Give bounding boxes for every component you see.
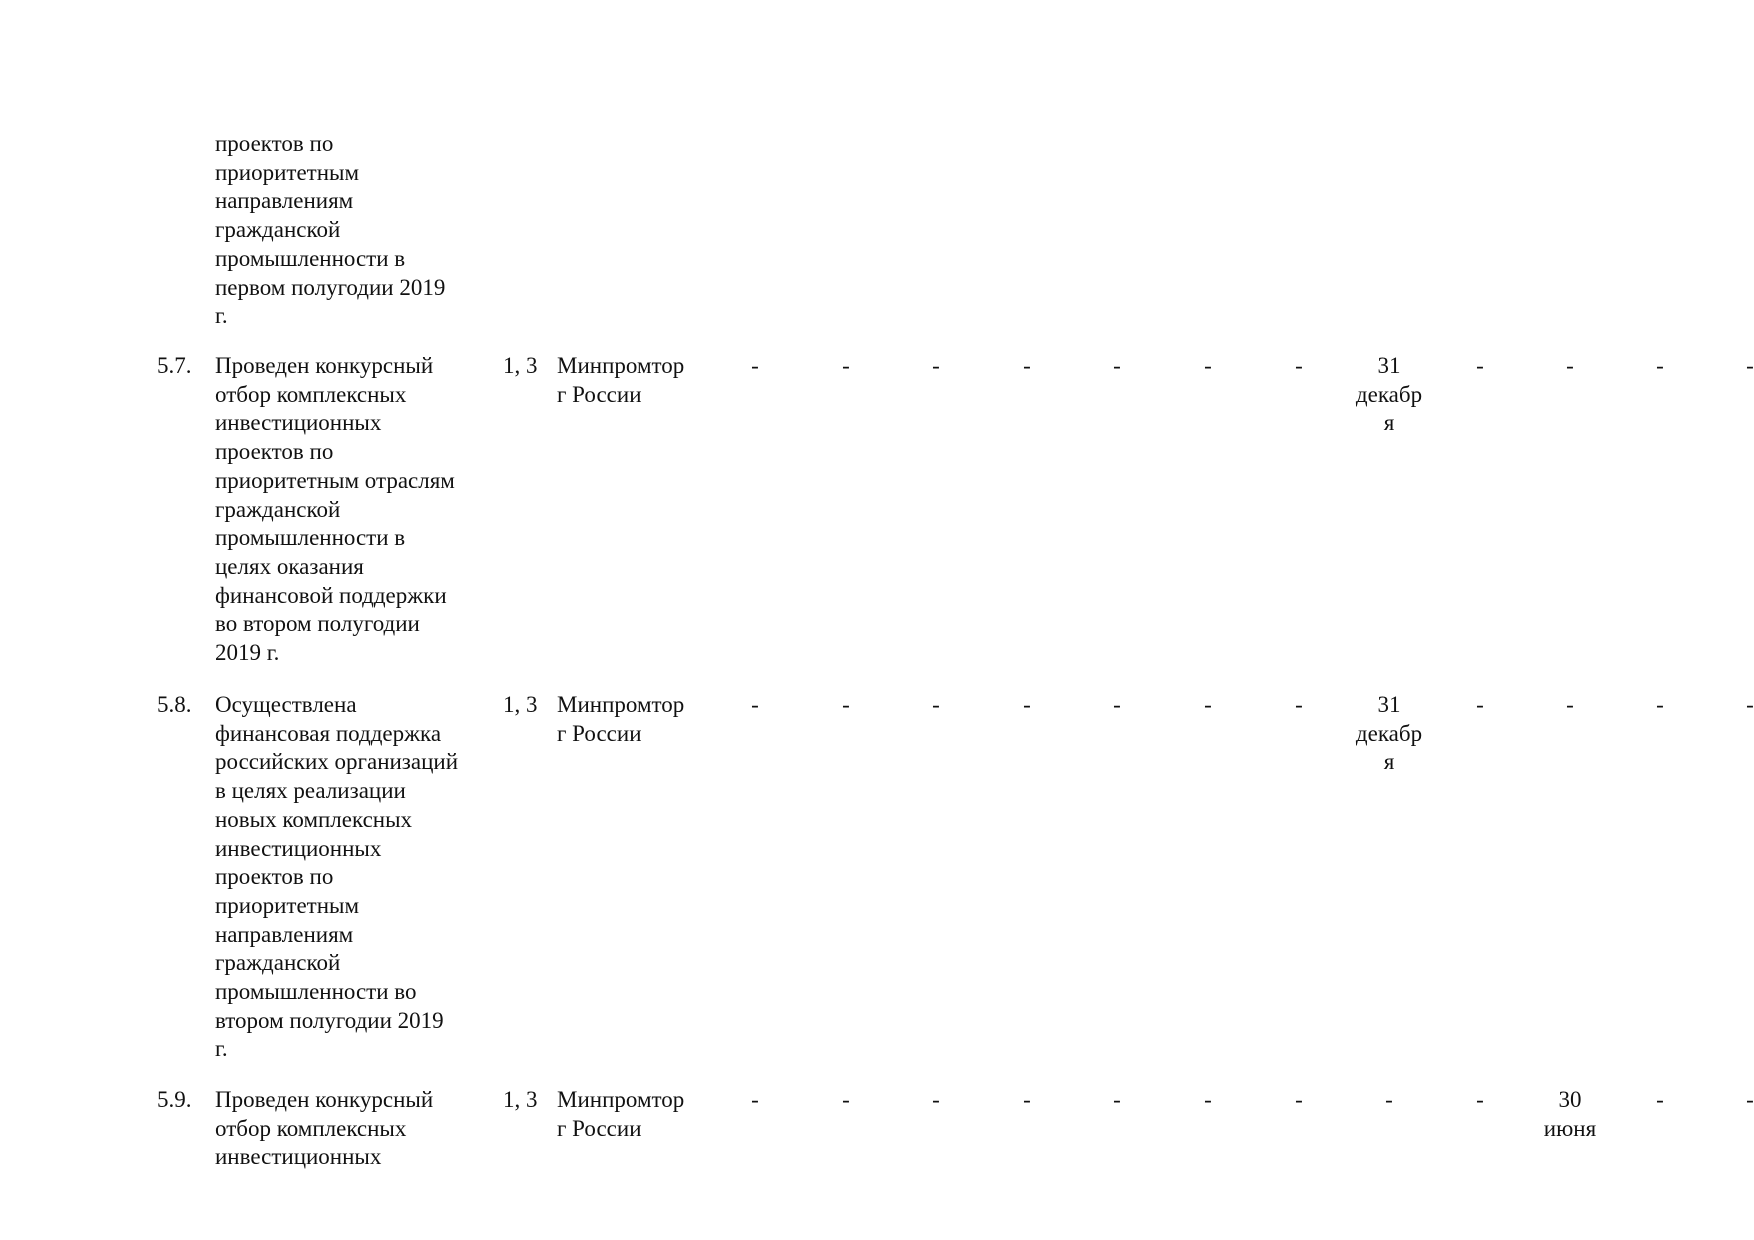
value-cell (801, 691, 891, 720)
description-line: инвестиционных (215, 1144, 382, 1170)
value-line: - (751, 1087, 759, 1112)
value-line: - (932, 1087, 940, 1112)
value-cell (1163, 1086, 1253, 1115)
value-line: - (932, 692, 940, 717)
description-line: 2019 г. (215, 640, 280, 666)
value-line: - (1023, 692, 1031, 717)
item-number: 5.8. (157, 692, 192, 717)
value-line: - (1476, 692, 1484, 717)
value-cell (710, 1086, 800, 1115)
description-line: Осуществлена (215, 692, 357, 717)
description-line: финансовая поддержка (215, 720, 442, 746)
description-line: инвестиционных (215, 410, 382, 436)
value-cell-date (1525, 1086, 1615, 1143)
value-cell (1072, 1086, 1162, 1115)
description-line: целях оказания (215, 553, 364, 579)
value-line: - (1385, 1087, 1393, 1112)
description-line: проектов по (215, 131, 334, 156)
description-line: первом полугодии 2019 (215, 274, 446, 300)
description-line: втором полугодии 2019 (215, 1007, 444, 1033)
value-line: - (1023, 1087, 1031, 1112)
value-cell (1705, 352, 1754, 381)
value-cell (1254, 352, 1344, 381)
value-line: - (751, 353, 759, 378)
item-number: 5.7. (157, 353, 192, 378)
value-cell (1254, 691, 1344, 720)
responsible-line: Минпромтор (557, 353, 685, 378)
value-line: - (1204, 692, 1212, 717)
description-line: проектов по (215, 864, 334, 890)
value-cell-date (1344, 352, 1434, 438)
value-cell (1525, 352, 1615, 381)
description-line: приоритетным (215, 159, 360, 185)
item-basis: 1, 3 (503, 1087, 538, 1112)
item-responsible (557, 1086, 707, 1143)
value-line: - (751, 692, 759, 717)
value-cell (982, 352, 1072, 381)
value-cell (1344, 1086, 1434, 1115)
value-cell (1163, 691, 1253, 720)
responsible-line: Минпромтор (557, 1087, 685, 1112)
value-line: - (1113, 1087, 1121, 1112)
description-line: проектов по (215, 439, 334, 465)
description-line: приоритетным отраслям (215, 467, 455, 493)
description-line: новых комплексных (215, 806, 413, 832)
value-cell (1705, 1086, 1754, 1115)
value-cell (710, 352, 800, 381)
responsible-line: г России (557, 381, 642, 407)
value-line: - (1023, 353, 1031, 378)
value-cell (1615, 352, 1705, 381)
value-cell (1435, 691, 1525, 720)
item-basis: 1, 3 (503, 353, 538, 378)
description-line: промышленности в (215, 245, 406, 271)
value-line: - (1656, 692, 1664, 717)
value-line: - (842, 692, 850, 717)
value-cell (1435, 1086, 1525, 1115)
description-line: Проведен конкурсный (215, 353, 434, 378)
value-line: - (1113, 692, 1121, 717)
value-cell (1435, 352, 1525, 381)
value-cell (1615, 1086, 1705, 1115)
responsible-line: Минпромтор (557, 692, 685, 717)
value-line: 31 (1377, 353, 1401, 378)
description-line: приоритетным (215, 892, 360, 918)
value-line: - (842, 1087, 850, 1112)
value-cell (710, 691, 800, 720)
value-line: 31 (1377, 692, 1401, 717)
value-cell (891, 691, 981, 720)
item-description (215, 1086, 485, 1172)
description-line: г. (215, 1036, 228, 1062)
value-line: - (1295, 692, 1303, 717)
value-line: июня (1543, 1115, 1597, 1141)
description-line: гражданской (215, 950, 341, 976)
description-line: г. (215, 303, 228, 329)
description-line: во втором полугодии (215, 611, 420, 637)
description-line: гражданской (215, 217, 341, 243)
description-line: направлениям (215, 921, 354, 947)
value-line: - (1656, 353, 1664, 378)
value-line: 30 (1558, 1087, 1582, 1112)
value-line: - (1295, 353, 1303, 378)
value-cell (801, 352, 891, 381)
value-line: я (1383, 749, 1395, 775)
description-line: российских организаций (215, 749, 459, 775)
value-cell (982, 691, 1072, 720)
description-line: гражданской (215, 496, 341, 522)
item-responsible (557, 691, 707, 748)
value-cell (1072, 691, 1162, 720)
responsible-line: г России (557, 1115, 642, 1141)
value-line: - (1746, 353, 1754, 378)
value-line: - (1476, 1087, 1484, 1112)
item-number: 5.9. (157, 1087, 192, 1112)
value-line: декабр (1355, 381, 1423, 407)
item-responsible (557, 352, 707, 409)
value-cell (1525, 691, 1615, 720)
value-cell (1254, 1086, 1344, 1115)
description-line: промышленности во (215, 979, 417, 1005)
description-line: отбор комплексных (215, 381, 407, 407)
item-description (215, 352, 485, 668)
item-description (215, 130, 485, 331)
value-line: - (1656, 1087, 1664, 1112)
description-line: промышленности в (215, 525, 406, 551)
value-line: - (1746, 1087, 1754, 1112)
value-line: - (1113, 353, 1121, 378)
description-line: в целях реализации (215, 778, 406, 804)
item-description (215, 691, 485, 1064)
value-cell (891, 352, 981, 381)
value-line: декабр (1355, 720, 1423, 746)
value-line: - (842, 353, 850, 378)
value-line: я (1383, 410, 1395, 436)
description-line: инвестиционных (215, 835, 382, 861)
description-line: Проведен конкурсный (215, 1087, 434, 1112)
value-cell (891, 1086, 981, 1115)
responsible-line: г России (557, 720, 642, 746)
description-line: направлениям (215, 188, 354, 214)
value-line: - (1295, 1087, 1303, 1112)
value-cell (1615, 691, 1705, 720)
value-cell (801, 1086, 891, 1115)
value-line: - (932, 353, 940, 378)
value-cell (1163, 352, 1253, 381)
value-cell (982, 1086, 1072, 1115)
value-line: - (1204, 353, 1212, 378)
value-line: - (1204, 1087, 1212, 1112)
description-line: отбор комплексных (215, 1115, 407, 1141)
value-cell (1072, 352, 1162, 381)
value-cell (1705, 691, 1754, 720)
description-line: финансовой поддержки (215, 582, 447, 608)
value-line: - (1746, 692, 1754, 717)
value-line: - (1476, 353, 1484, 378)
value-line: - (1566, 692, 1574, 717)
value-line: - (1566, 353, 1574, 378)
item-basis: 1, 3 (503, 692, 538, 717)
value-cell-date (1344, 691, 1434, 777)
